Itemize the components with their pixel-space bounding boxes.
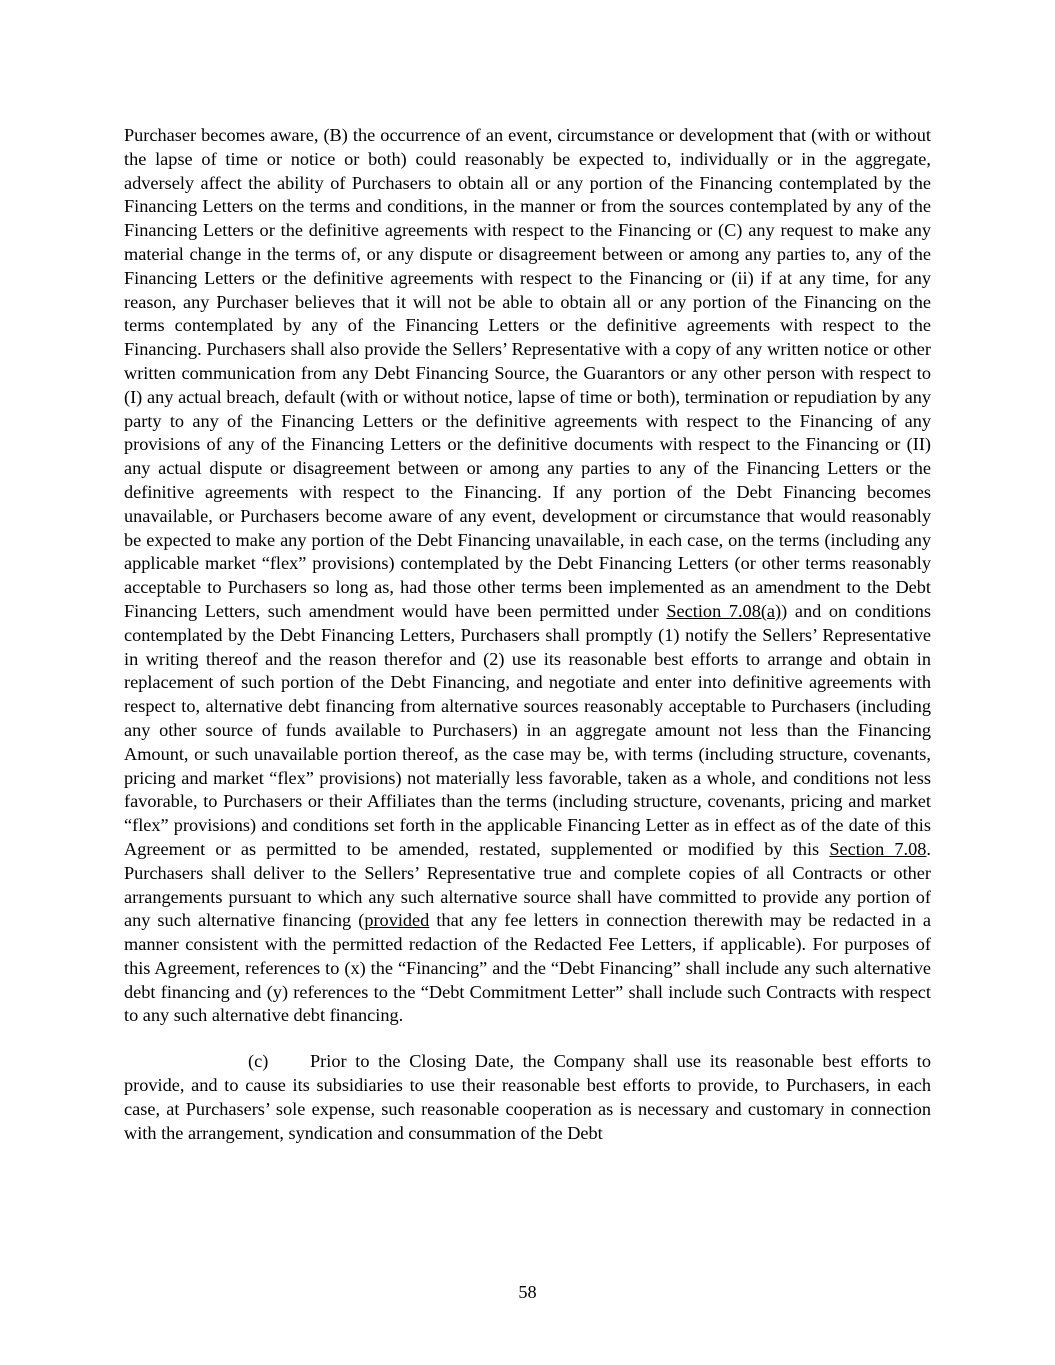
document-page (124, 124, 931, 1145)
section-reference-7-08: Section 7.08 (829, 838, 927, 859)
paragraph-text: ) and on conditions contemplated by the Debt Financing Letters, Purchasers shall promptly (1) notify the Sellers’ Representative in writing thereof and the reason therefor and (2) use its reasonable best efforts to arrange and obtain in replacement of such portion of the Debt Financing, and negotiate and enter into definitive agreements with respect to, alternative debt financing from alternative sources reasonably acceptable to Purchasers (including any other source of funds available to Purchasers) in an aggregate amount not less than the Financing Amount, or such unavailable portion thereof, as the case may be, with terms (including structure, covenants, pricing and market “flex” provisions) not materially less favorable, taken as a whole, and conditions not less favorable, to Purchasers or their Affiliates than the terms (including structure, covenants, pricing and market “flex” provisions) and conditions set forth in the applicable Financing Letter as in effect as of the date of this Agreement or as permitted to be amended, restated, supplemented or modified by this (124, 600, 931, 859)
provided-term: provided (364, 910, 430, 931)
clause-label: (c) (248, 1051, 269, 1072)
paragraph-text: that any fee letters in connection therewith may be redacted in a manner consistent with the permitted redaction of the Redacted Fee Letters, if applicable). For purposes of this Agreement, references to (x) the “Financing” and the “Debt Financing” shall include any such alternative debt financing and (y) references to the “Debt Commitment Letter” shall include such Contracts with respect to any such alternative debt financing. (124, 910, 931, 1026)
page-number: 58 (518, 1282, 537, 1302)
paragraph-text: . Purchasers shall deliver to the Sellers’ Representative true and complete copies of all Contracts or other arrangements pursuant to which any such alternative source shall have committed to provide any portion of any such alternative financing ( (124, 838, 931, 931)
paragraph-text: Purchaser becomes aware, (B) the occurrence of an event, circumstance or development that (with or without the lapse of time or notice or both) could reasonably be expected to, individually or in the aggregate, adversely affect the ability of Purchasers to obtain all or any portion of the Financing contemplated by the Financing Letters on the terms and conditions, in the manner or from the sources contemplated by any of the Financing Letters or the definitive agreements with respect to the Financing or (C) any request to make any material change in the terms of, or any dispute or disagreement between or among any parties to, any of the Financing Letters or the definitive agreements with respect to the Financing or (ii) if at any time, for any reason, any Purchaser believes that it will not be able to obtain all or any portion of the Financing on the terms contemplated by any of the Financing Letters or the definitive agreements with respect to the Financing. Purchasers shall also provide the Sellers’ Representative with a copy of any written notice or other written communication from any Debt Financing Source, the Guarantors or any other person with respect to (I) any actual breach, default (with or without notice, lapse of time or both), termination or repudiation by any party to any of the Financing Letters or the definitive agreements with respect to the Financing of any provisions of any of the Financing Letters or the definitive documents with respect to the Financing or (II) any actual dispute or disagreement between or among any parties to any of the Financing Letters or the definitive agreements with respect to the Financing. If any portion of the Debt Financing becomes unavailable, or Purchasers become aware of any event, development or circumstance that would reasonably be expected to make any portion of the Debt Financing unavailable, in each case, on the terms (including any applicable market “flex” provisions) contemplated by the Debt Financing Letters (or other terms reasonably acceptable to Purchasers so long as, had those other terms been implemented as an amendment to the Debt Financing Letters, such amendment would have been permitted under (124, 125, 931, 621)
paragraph-financing-notice (124, 124, 931, 1028)
section-reference-7-08-a: Section 7.08(a) (666, 600, 782, 621)
paragraph-text: Prior to the Closing Date, the Company shall use its reasonable best efforts to provide, and to cause its subsidiaries to use their reasonable best efforts to provide, to Purchasers, in each case, at Purchasers’ sole expense, such reasonable cooperation as is necessary and customary in connection with the arrangement, syndication and consummation of the Debt (124, 1051, 931, 1143)
paragraph-c-cooperation (124, 1050, 931, 1145)
